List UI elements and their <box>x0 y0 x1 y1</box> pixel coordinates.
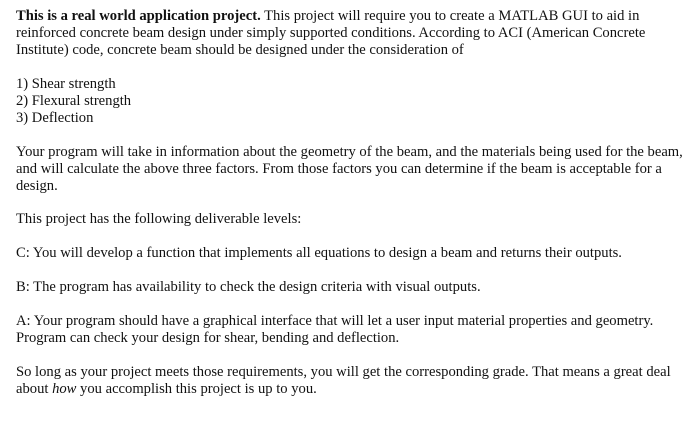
list-item-flexural: 2) Flexural strength <box>16 93 132 109</box>
closing-text-before: So long as your project meets those requirements, you will get the corresponding grade. That means a great deal about <box>16 364 671 397</box>
intro-paragraph <box>16 8 688 59</box>
list-item-deflection: 3) Deflection <box>16 110 94 126</box>
deliverable-level-c: C: You will develop a function that implements all equations to design a beam and returns their outputs. <box>16 245 622 261</box>
deliverable-level-a: A: Your program should have a graphical interface that will let a user input material properties and geometry. Program can check your design for shear, bending and deflection. <box>16 313 654 346</box>
document-page <box>16 8 688 398</box>
intro-bold-lead: This is a real world application project. <box>16 8 261 24</box>
intro-text: This project will require you to create a MATLAB GUI to aid in reinforced concrete beam design under simply supported conditions. According to ACI (American Concrete Institute) code, concrete beam should be designed under the consideration of <box>16 8 646 58</box>
list-item-shear: 1) Shear strength <box>16 76 116 92</box>
program-description-paragraph: Your program will take in information about the geometry of the beam, and the materials being used for the beam, and will calculate the above three factors. From those factors you can determine if the beam is acceptable for a design. <box>16 144 683 194</box>
closing-text-after: you accomplish this project is up to you. <box>76 381 317 397</box>
closing-italic-how: how <box>52 381 77 397</box>
deliverables-heading-paragraph: This project has the following deliverable levels: <box>16 211 302 227</box>
design-criteria-list <box>16 76 688 127</box>
closing-paragraph <box>16 364 688 398</box>
deliverable-level-b: B: The program has availability to check the design criteria with visual outputs. <box>16 279 481 295</box>
